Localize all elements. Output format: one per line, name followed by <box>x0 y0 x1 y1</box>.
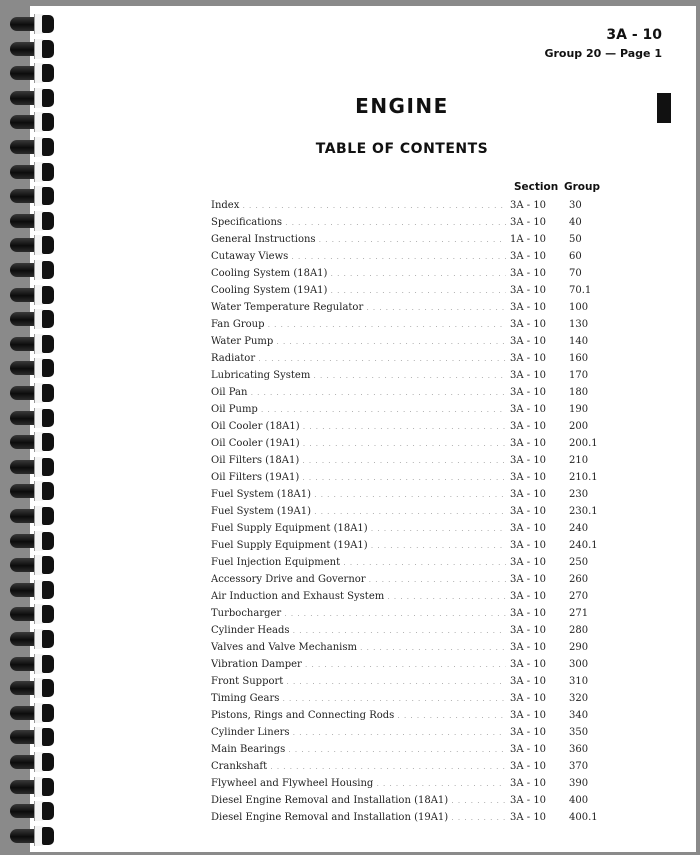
binding-ring <box>10 235 64 255</box>
toc-entry-group: 400 <box>569 795 589 806</box>
toc-entry-section: 3A - 10 <box>510 795 547 806</box>
toc-entry-title: Fuel Supply Equipment (18A1) . . . <box>211 520 506 538</box>
toc-entry-title: Main Bearings . . . <box>211 741 506 759</box>
toc-entry <box>211 265 601 282</box>
toc-entry-title: Cutaway Views . . . <box>211 248 506 266</box>
toc-entry-title: Oil Cooler (19A1) . . . <box>211 435 506 453</box>
toc-entry-group: 300 <box>569 659 589 670</box>
binding-ring <box>10 211 64 231</box>
toc-entry <box>211 639 601 656</box>
toc-entry <box>211 588 601 605</box>
binding-ring <box>10 432 64 452</box>
toc-entry <box>211 367 601 384</box>
binding-ring <box>10 580 64 600</box>
toc-entry-title: Index . . . <box>211 197 506 215</box>
binding-ring <box>10 727 64 747</box>
toc-entry-group: 200 <box>569 421 589 432</box>
toc-entry-title: Water Temperature Regulator . . . <box>211 299 506 317</box>
toc-entry-section: 3A - 10 <box>510 319 547 330</box>
toc-entry-title: Vibration Damper . . . <box>211 656 506 674</box>
toc-entry-title: Pistons, Rings and Connecting Rods . . . <box>211 707 506 725</box>
toc-entry-title: Oil Cooler (18A1) . . . <box>211 418 506 436</box>
page-title: ENGINE <box>355 94 449 118</box>
toc-entry-section: 3A - 10 <box>510 710 547 721</box>
toc-entry-group: 160 <box>569 353 589 364</box>
toc-entry-group: 180 <box>569 387 589 398</box>
toc-entry-group: 40 <box>569 217 582 228</box>
toc-entry <box>211 775 601 792</box>
toc-entry-title: Lubricating System . . . <box>211 367 506 385</box>
toc-entry <box>211 214 601 231</box>
toc-entry <box>211 231 601 248</box>
toc-entry <box>211 401 601 418</box>
toc-entry-group: 271 <box>569 608 589 619</box>
toc-entry <box>211 520 601 537</box>
toc-entry-group: 310 <box>569 676 589 687</box>
toc-entry-group: 270 <box>569 591 589 602</box>
toc-entry-title: Fuel System (19A1) . . . <box>211 503 506 521</box>
toc-entry-group: 50 <box>569 234 582 245</box>
toc-entry-title: Front Support . . . <box>211 673 506 691</box>
toc-entry-group: 240 <box>569 523 589 534</box>
toc-entry-group: 210 <box>569 455 589 466</box>
manual-id: 3A - 10 <box>606 27 662 43</box>
toc-entry-title: Fuel Supply Equipment (19A1) . . . <box>211 537 506 555</box>
toc-entry-section: 3A - 10 <box>510 608 547 619</box>
binding-ring <box>10 39 64 59</box>
binding-ring <box>10 334 64 354</box>
toc-entry-group: 230.1 <box>569 506 598 517</box>
toc-entry-title: Diesel Engine Removal and Installation (19A1) . . . <box>211 809 506 827</box>
binding-ring <box>10 654 64 674</box>
toc-entry-group: 290 <box>569 642 589 653</box>
binding-ring <box>10 408 64 428</box>
binding-ring <box>10 752 64 772</box>
toc-entry-title: Oil Pump . . . <box>211 401 506 419</box>
toc-entry-section: 3A - 10 <box>510 387 547 398</box>
toc-entry <box>211 809 601 826</box>
toc-entry <box>211 248 601 265</box>
toc-entry-group: 370 <box>569 761 589 772</box>
binding-ring <box>10 555 64 575</box>
binding-ring <box>10 14 64 34</box>
toc-entry <box>211 792 601 809</box>
toc-entry-group: 320 <box>569 693 589 704</box>
toc-entry-group: 190 <box>569 404 589 415</box>
toc-entry-group: 240.1 <box>569 540 598 551</box>
toc-entry-group: 70.1 <box>569 285 592 296</box>
toc-entry-section: 3A - 10 <box>510 455 547 466</box>
toc-entry-section: 3A - 10 <box>510 438 547 449</box>
toc-entry <box>211 282 601 299</box>
toc-entry-title: Specifications . . . <box>211 214 506 232</box>
table-of-contents <box>211 197 601 826</box>
toc-entry <box>211 656 601 673</box>
toc-entry-section: 3A - 10 <box>510 472 547 483</box>
toc-entry-title: Cylinder Liners . . . <box>211 724 506 742</box>
toc-entry-group: 250 <box>569 557 589 568</box>
page-subtitle: TABLE OF CONTENTS <box>315 141 489 157</box>
toc-entry-section: 3A - 10 <box>510 336 547 347</box>
toc-entry-group: 140 <box>569 336 589 347</box>
toc-entry-title: Flywheel and Flywheel Housing . . . <box>211 775 506 793</box>
page-reference: Group 20 — Page 1 <box>544 47 662 60</box>
toc-entry-section: 3A - 10 <box>510 200 547 211</box>
toc-entry-group: 350 <box>569 727 589 738</box>
toc-entry-title: Cooling System (18A1) . . . <box>211 265 506 283</box>
toc-entry-section: 3A - 10 <box>510 574 547 585</box>
toc-entry-group: 260 <box>569 574 589 585</box>
toc-entry-title: Oil Pan . . . <box>211 384 506 402</box>
toc-entry <box>211 452 601 469</box>
toc-entry-section: 3A - 10 <box>510 812 547 823</box>
toc-entry <box>211 299 601 316</box>
binding-ring <box>10 285 64 305</box>
toc-entry <box>211 571 601 588</box>
toc-entry-section: 3A - 10 <box>510 659 547 670</box>
toc-entry-section: 3A - 10 <box>510 353 547 364</box>
toc-entry <box>211 605 601 622</box>
binding-ring <box>10 604 64 624</box>
toc-entry-title: Air Induction and Exhaust System . . . <box>211 588 506 606</box>
toc-entry-title: Timing Gears . . . <box>211 690 506 708</box>
toc-entry-title: Cooling System (19A1) . . . <box>211 282 506 300</box>
binding-ring <box>10 826 64 846</box>
binding-ring <box>10 260 64 280</box>
binding-ring <box>10 309 64 329</box>
toc-entry-section: 3A - 10 <box>510 693 547 704</box>
toc-entry <box>211 486 601 503</box>
spiral-binding <box>0 0 75 855</box>
toc-entry <box>211 690 601 707</box>
toc-entry <box>211 350 601 367</box>
binding-ring <box>10 63 64 83</box>
toc-entry-title: Cylinder Heads . . . <box>211 622 506 640</box>
toc-entry-title: Oil Filters (18A1) . . . <box>211 452 506 470</box>
toc-entry-section: 1A - 10 <box>510 234 547 245</box>
toc-entry-group: 230 <box>569 489 589 500</box>
toc-entry-group: 60 <box>569 251 582 262</box>
toc-entry-group: 400.1 <box>569 812 598 823</box>
binding-ring <box>10 678 64 698</box>
toc-entry-title: General Instructions . . . <box>211 231 506 249</box>
toc-entry-title: Valves and Valve Mechanism . . . <box>211 639 506 657</box>
toc-entry-group: 200.1 <box>569 438 598 449</box>
toc-entry-title: Fuel Injection Equipment . . . <box>211 554 506 572</box>
toc-entry-group: 130 <box>569 319 589 330</box>
toc-entry-group: 280 <box>569 625 589 636</box>
toc-entry-section: 3A - 10 <box>510 489 547 500</box>
toc-entry-section: 3A - 10 <box>510 778 547 789</box>
toc-entry <box>211 707 601 724</box>
toc-entry-group: 30 <box>569 200 582 211</box>
toc-entry-group: 170 <box>569 370 589 381</box>
toc-entry <box>211 503 601 520</box>
toc-entry-section: 3A - 10 <box>510 421 547 432</box>
toc-entry-section: 3A - 10 <box>510 625 547 636</box>
toc-entry-section: 3A - 10 <box>510 506 547 517</box>
toc-entry-section: 3A - 10 <box>510 217 547 228</box>
binding-ring <box>10 506 64 526</box>
toc-entry-section: 3A - 10 <box>510 370 547 381</box>
toc-entry <box>211 435 601 452</box>
binding-ring <box>10 703 64 723</box>
toc-entry-title: Crankshaft . . . <box>211 758 506 776</box>
toc-entry-title: Oil Filters (19A1) . . . <box>211 469 506 487</box>
toc-entry <box>211 622 601 639</box>
binding-ring <box>10 801 64 821</box>
toc-entry-section: 3A - 10 <box>510 761 547 772</box>
toc-entry <box>211 537 601 554</box>
toc-entry-section: 3A - 10 <box>510 540 547 551</box>
toc-entry-section: 3A - 10 <box>510 404 547 415</box>
toc-entry <box>211 469 601 486</box>
binding-ring <box>10 162 64 182</box>
toc-entry-section: 3A - 10 <box>510 268 547 279</box>
binding-ring <box>10 186 64 206</box>
toc-entry-title: Fan Group . . . <box>211 316 506 334</box>
toc-entry <box>211 384 601 401</box>
toc-entry-title: Accessory Drive and Governor . . . <box>211 571 506 589</box>
toc-entry-section: 3A - 10 <box>510 744 547 755</box>
toc-entry-title: Fuel System (18A1) . . . <box>211 486 506 504</box>
toc-entry-section: 3A - 10 <box>510 557 547 568</box>
toc-entry <box>211 758 601 775</box>
toc-entry-group: 210.1 <box>569 472 598 483</box>
toc-entry <box>211 724 601 741</box>
toc-entry-section: 3A - 10 <box>510 642 547 653</box>
binding-ring <box>10 457 64 477</box>
toc-entry-section: 3A - 10 <box>510 285 547 296</box>
toc-entry <box>211 418 601 435</box>
binding-ring <box>10 777 64 797</box>
toc-entry-title: Radiator . . . <box>211 350 506 368</box>
toc-entry-title: Turbocharger . . . <box>211 605 506 623</box>
toc-entry-group: 100 <box>569 302 589 313</box>
toc-entry-section: 3A - 10 <box>510 727 547 738</box>
toc-entry <box>211 554 601 571</box>
toc-entry-section: 3A - 10 <box>510 676 547 687</box>
binding-ring <box>10 358 64 378</box>
group-column-header: Group <box>564 181 601 193</box>
toc-entry-group: 70 <box>569 268 582 279</box>
binding-ring <box>10 383 64 403</box>
toc-entry-section: 3A - 10 <box>510 251 547 262</box>
toc-entry <box>211 316 601 333</box>
toc-entry-section: 3A - 10 <box>510 591 547 602</box>
binding-ring <box>10 481 64 501</box>
toc-entry <box>211 673 601 690</box>
toc-entry-title: Diesel Engine Removal and Installation (18A1) . . . <box>211 792 506 810</box>
toc-entry-section: 3A - 10 <box>510 523 547 534</box>
toc-entry-group: 390 <box>569 778 589 789</box>
toc-entry-group: 360 <box>569 744 589 755</box>
binding-ring <box>10 629 64 649</box>
toc-entry-title: Water Pump . . . <box>211 333 506 351</box>
toc-entry-section: 3A - 10 <box>510 302 547 313</box>
binding-ring <box>10 531 64 551</box>
toc-entry <box>211 741 601 758</box>
toc-entry <box>211 197 601 214</box>
toc-entry-group: 340 <box>569 710 589 721</box>
section-column-header: Section <box>514 181 559 193</box>
toc-entry <box>211 333 601 350</box>
